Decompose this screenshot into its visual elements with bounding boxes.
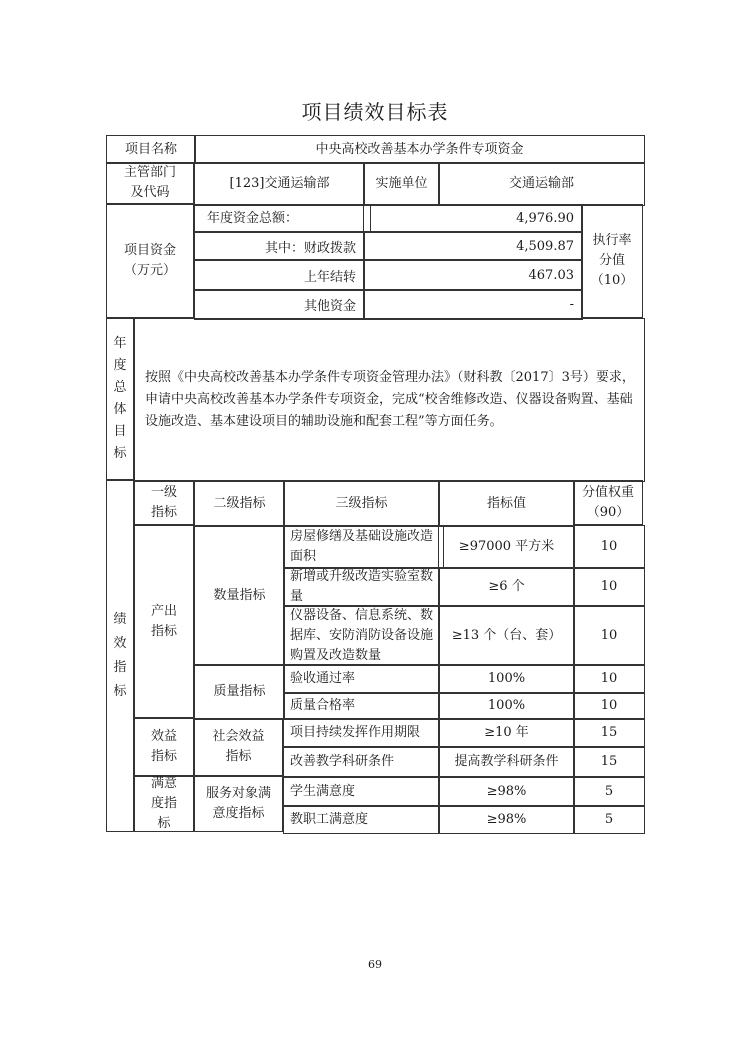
impl-value: 交通运输部 bbox=[438, 162, 645, 206]
row-8-weight: 5 bbox=[573, 805, 645, 834]
fund-carryover-value: 467.03 bbox=[363, 259, 583, 291]
fund-total-label: 年度资金总额： bbox=[194, 204, 371, 233]
row-5-l3: 项目持续发挥作用期限 bbox=[283, 718, 440, 748]
fund-fiscal-label: 其中：财政拨款 bbox=[194, 231, 365, 261]
row-4-l3: 质量合格率 bbox=[283, 692, 440, 720]
row-6-l3: 改善教学科研条件 bbox=[283, 746, 440, 778]
group-output: 产出指标 bbox=[134, 525, 194, 718]
group-quality: 质量指标 bbox=[194, 664, 285, 720]
row-6-weight: 15 bbox=[573, 746, 645, 778]
row-7-weight: 5 bbox=[573, 776, 645, 807]
row-7-value: ≥98% bbox=[438, 776, 575, 807]
exec-rate-label: 执行率分值（10） bbox=[581, 204, 643, 318]
fund-fiscal-value: 4,509.87 bbox=[363, 231, 583, 261]
fund-carryover-label: 上年结转 bbox=[194, 259, 365, 291]
row-4-weight: 10 bbox=[573, 692, 645, 720]
header-l3: 三级指标 bbox=[283, 480, 440, 527]
row-1-value: ≥6 个 bbox=[438, 567, 575, 607]
group-social: 社会效益指标 bbox=[194, 718, 283, 776]
header-weight: 分值权重（90） bbox=[573, 480, 643, 525]
group-quantity: 数量指标 bbox=[194, 525, 285, 666]
group-benefit: 效益指标 bbox=[134, 718, 194, 776]
row-8-l3: 教职工满意度 bbox=[283, 805, 440, 834]
perf-label: 绩效指标 bbox=[106, 480, 134, 832]
project-name-label: 项目名称 bbox=[106, 135, 196, 164]
row-0-weight: 10 bbox=[573, 525, 645, 569]
row-0-value: ≥97000 平方米 bbox=[438, 525, 575, 569]
row-8-value: ≥98% bbox=[438, 805, 575, 834]
header-l2: 二级指标 bbox=[194, 480, 285, 527]
group-service: 服务对象满意度指标 bbox=[194, 776, 283, 832]
fund-other-value: - bbox=[363, 289, 583, 320]
project-name-value: 中央高校改善基本办学条件专项资金 bbox=[194, 135, 645, 164]
row-7-l3: 学生满意度 bbox=[283, 776, 440, 807]
goal-text: 按照《中央高校改善基本办学条件专项资金管理办法》（财科教〔2017〕3号）要求，申请中央高校改善基本办学条件专项资金，完成“校舍维修改造、仪器设备购置、基础设施改造、基本建设项目的辅助设施和配套工程”等方面任务。 bbox=[134, 318, 645, 482]
page-title: 项目绩效目标表 bbox=[301, 100, 449, 124]
row-6-value: 提高教学科研条件 bbox=[438, 746, 575, 778]
row-3-weight: 10 bbox=[573, 664, 645, 694]
group-satisfaction: 满意度指标 bbox=[134, 776, 194, 832]
header-l1: 一级指标 bbox=[134, 480, 194, 525]
row-2-weight: 10 bbox=[573, 605, 645, 666]
impl-label: 实施单位 bbox=[363, 162, 440, 206]
row-2-value: ≥13 个（台、套） bbox=[438, 605, 575, 666]
row-0-l3: 房屋修缮及基础设施改造面积 bbox=[283, 525, 444, 569]
dept-label: 主管部门及代码 bbox=[106, 162, 194, 204]
page-number: 69 bbox=[368, 958, 382, 971]
row-3-l3: 验收通过率 bbox=[283, 664, 440, 694]
dept-value: [123]交通运输部 bbox=[194, 162, 365, 206]
row-1-l3: 新增或升级改造实验室数量 bbox=[283, 567, 440, 607]
row-4-value: 100% bbox=[438, 692, 575, 720]
funds-label: 项目资金（万元） bbox=[106, 204, 194, 318]
row-2-l3: 仪器设备、信息系统、数据库、安防消防设备设施购置及改造数量 bbox=[283, 605, 440, 666]
header-value: 指标值 bbox=[438, 480, 575, 527]
fund-other-label: 其他资金 bbox=[194, 289, 365, 320]
row-5-value: ≥10 年 bbox=[438, 718, 575, 748]
fund-total-value: 4,976.90 bbox=[363, 204, 583, 233]
goal-label: 年度总体目标 bbox=[106, 318, 134, 480]
row-1-weight: 10 bbox=[573, 567, 645, 607]
row-5-weight: 15 bbox=[573, 718, 645, 748]
row-3-value: 100% bbox=[438, 664, 575, 694]
